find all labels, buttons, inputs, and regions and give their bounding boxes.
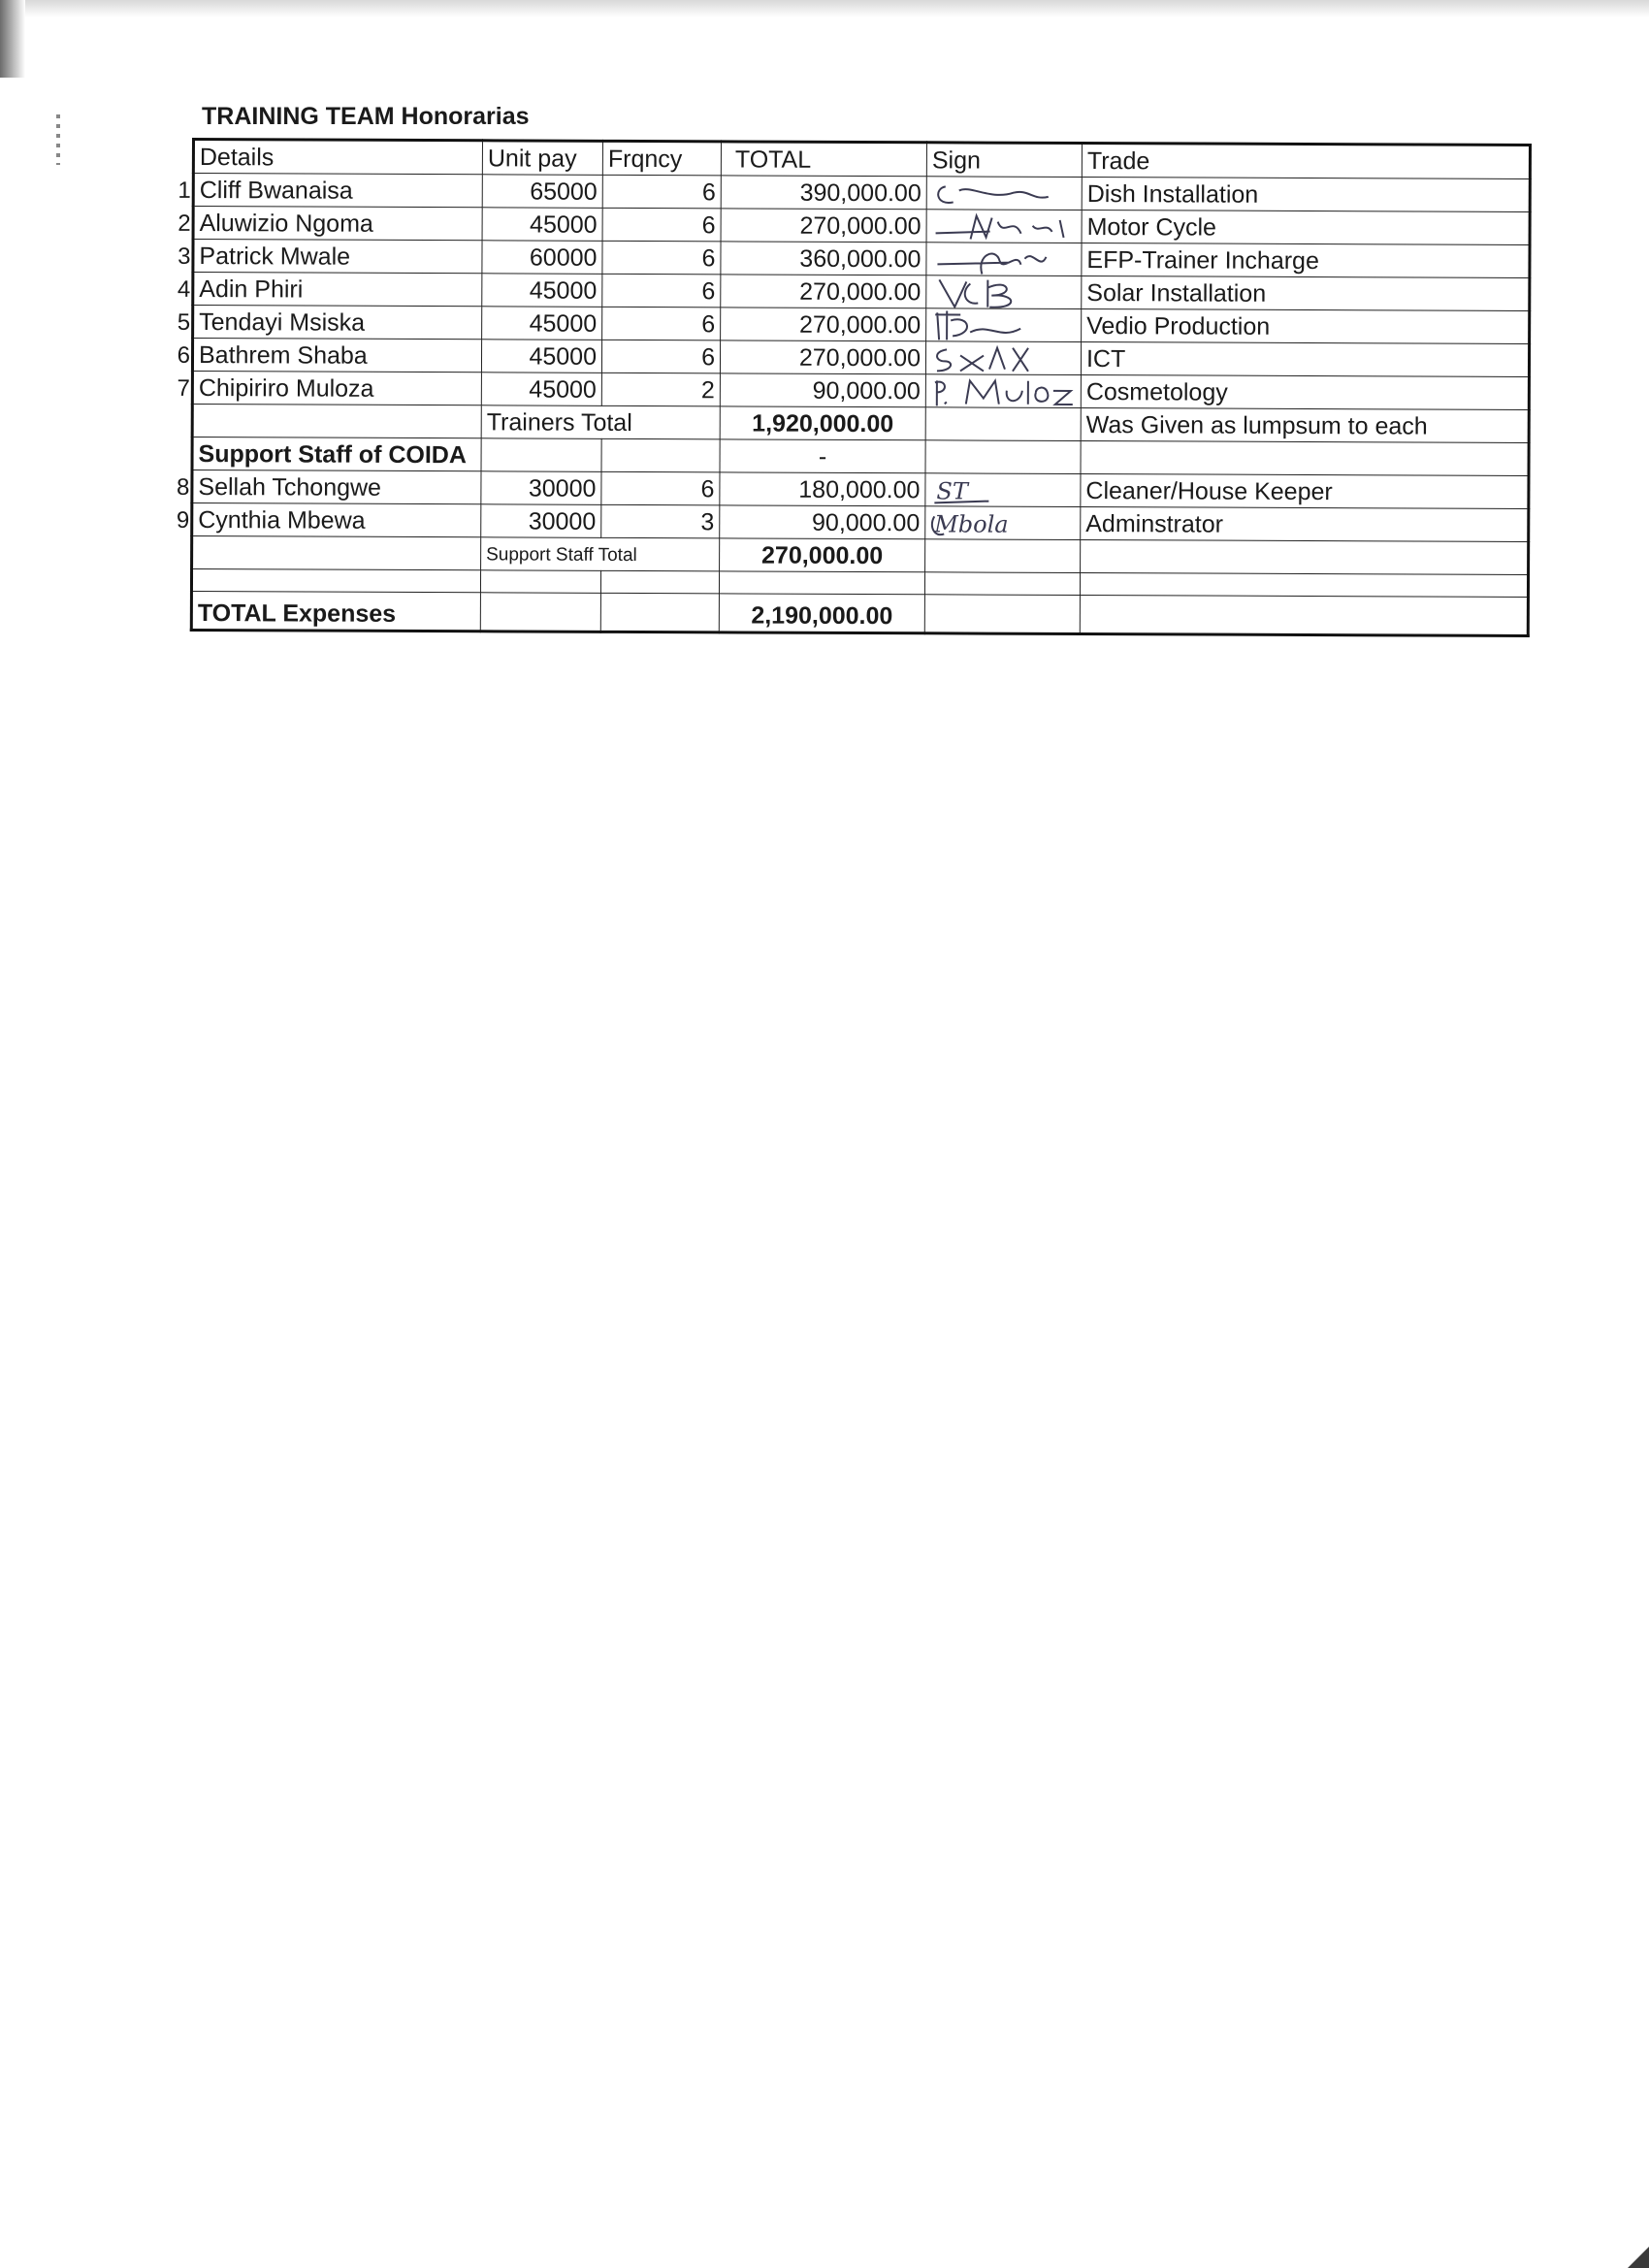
table-header-row [193, 140, 1530, 179]
signature-cell [926, 177, 1082, 211]
empty-cell [600, 593, 719, 632]
handwritten-signature [932, 178, 1078, 210]
trainer-name [178, 240, 482, 274]
empty-cell [925, 539, 1081, 573]
trainers-note: Was Given as lumpsum to each [1081, 408, 1529, 443]
grand-total-value: 2,190,000.00 [719, 594, 924, 633]
frequency: 2 [601, 373, 720, 406]
signature-cell [925, 341, 1081, 375]
empty-cell [601, 438, 720, 472]
empty-cell [925, 440, 1081, 474]
signature-cell [925, 506, 1081, 540]
row-number: 2 [178, 210, 191, 237]
unit-pay: 45000 [481, 373, 601, 406]
name-text: Patrick Mwale [199, 243, 351, 271]
grand-total-row [191, 592, 1528, 636]
trade: Vedio Production [1082, 309, 1530, 344]
handwritten-signature [930, 508, 1076, 539]
handwritten-signature [931, 376, 1077, 407]
name-text: Cliff Bwanaisa [199, 177, 353, 205]
handwritten-signature [930, 475, 1076, 506]
trade: Motor Cycle [1082, 211, 1530, 245]
unit-pay: 45000 [482, 307, 602, 340]
signature-cell [926, 308, 1082, 342]
row-total: 270,000.00 [721, 275, 926, 308]
unit-pay: 30000 [481, 471, 601, 505]
signature-cell [925, 473, 1081, 507]
trainer-name [177, 273, 482, 307]
frequency: 6 [602, 274, 721, 308]
table-row [192, 372, 1529, 410]
handwritten-signature [932, 211, 1078, 243]
scan-edge-top [0, 0, 1649, 17]
trade: ICT [1081, 342, 1529, 377]
trade: Cosmetology [1081, 375, 1529, 410]
margin-punch-mark [56, 114, 60, 165]
row-number: 5 [177, 308, 191, 336]
empty-cell [480, 593, 600, 632]
unit-pay: 30000 [481, 504, 601, 538]
header-sign: Sign [926, 143, 1082, 178]
empty-cell [1080, 572, 1528, 597]
grand-total-label: TOTAL Expenses [191, 592, 480, 632]
name-text: Chipiriro Muloza [198, 374, 374, 403]
name-text: Cynthia Mbewa [198, 506, 366, 535]
unit-pay: 45000 [481, 340, 601, 373]
trade: Dish Installation [1082, 178, 1530, 212]
row-number: 3 [178, 243, 191, 270]
scan-edge-left [0, 0, 25, 78]
row-total: 360,000.00 [721, 242, 926, 275]
row-total: 90,000.00 [720, 373, 925, 407]
empty-cell [925, 407, 1081, 441]
staff-name [177, 470, 481, 504]
trade: EFP-Trainer Incharge [1082, 243, 1530, 278]
empty-cell [480, 570, 600, 594]
header-total: TOTAL [721, 142, 926, 177]
row-total: 270,000.00 [720, 340, 925, 374]
trainers-total-value: 1,920,000.00 [720, 406, 925, 440]
empty-cell [191, 569, 480, 593]
frequency: 3 [601, 504, 720, 538]
header-frequency: Frqncy [602, 141, 721, 176]
handwritten-signature [931, 277, 1077, 308]
name-text: Sellah Tchongwe [198, 473, 382, 502]
name-text: Tendayi Msiska [199, 308, 366, 337]
empty-cell [1080, 595, 1528, 635]
row-total: 270,000.00 [721, 209, 926, 243]
row-number: 6 [177, 341, 191, 369]
table-row [192, 503, 1529, 542]
scan-corner-fold [1628, 2247, 1649, 2268]
signature-text: Mbola [934, 510, 1009, 538]
trade: Cleaner/House Keeper [1081, 474, 1529, 509]
support-dash: - [720, 439, 925, 473]
signature-text: ST [936, 477, 968, 505]
frequency: 6 [601, 471, 720, 505]
trainers-total-label: Trainers Total [481, 405, 720, 439]
empty-cell [481, 438, 601, 472]
handwritten-signature [931, 310, 1077, 341]
row-total: 180,000.00 [720, 472, 925, 506]
unit-pay: 65000 [482, 175, 602, 209]
empty-cell [192, 536, 481, 570]
honoraria-table [176, 138, 1532, 637]
row-number: 1 [178, 177, 191, 204]
row-number: 8 [177, 473, 190, 501]
row-number: 7 [177, 374, 190, 402]
page-title: TRAINING TEAM Honorarias [202, 103, 530, 130]
signature-cell [926, 210, 1082, 243]
header-unit-pay: Unit pay [482, 141, 602, 176]
empty-cell [1081, 441, 1529, 476]
frequency: 6 [602, 307, 721, 340]
trade: Adminstrator [1081, 506, 1529, 541]
name-text: Bathrem Shaba [198, 341, 368, 370]
unit-pay: 45000 [482, 208, 602, 242]
unit-pay: 60000 [482, 241, 602, 275]
handwritten-signature [931, 343, 1077, 374]
honoraria-table-wrapper [176, 138, 1529, 637]
trainer-name [178, 207, 482, 241]
row-total: 390,000.00 [721, 176, 926, 210]
handwritten-signature [931, 244, 1077, 275]
trainer-name [177, 339, 481, 373]
frequency: 6 [602, 241, 721, 275]
empty-cell [924, 595, 1080, 634]
header-trade: Trade [1082, 144, 1530, 179]
trainer-name [177, 306, 482, 340]
trainer-name [177, 372, 481, 405]
signature-cell [926, 243, 1082, 276]
row-number: 4 [177, 275, 191, 303]
support-heading: Support Staff of COIDA [192, 437, 481, 471]
empty-cell [924, 572, 1080, 596]
unit-pay: 45000 [482, 274, 602, 308]
trainer-name [178, 174, 482, 208]
empty-cell [1081, 539, 1529, 574]
signature-cell [925, 374, 1081, 408]
empty-cell [719, 571, 924, 595]
row-number: 9 [176, 506, 190, 534]
signature-cell [926, 275, 1082, 309]
row-total: 270,000.00 [721, 308, 926, 341]
header-details: Details [193, 140, 482, 175]
frequency: 6 [601, 340, 720, 373]
staff-name [176, 503, 481, 537]
support-total-value: 270,000.00 [720, 538, 925, 572]
support-total-label: Support Staff Total [481, 537, 720, 571]
frequency: 6 [602, 208, 721, 242]
frequency: 6 [602, 175, 721, 209]
name-text: Aluwizio Ngoma [199, 210, 373, 238]
name-text: Adin Phiri [199, 275, 304, 304]
empty-cell [600, 570, 719, 594]
row-total: 90,000.00 [720, 505, 925, 539]
trade: Solar Installation [1082, 276, 1530, 311]
empty-cell [192, 405, 481, 438]
